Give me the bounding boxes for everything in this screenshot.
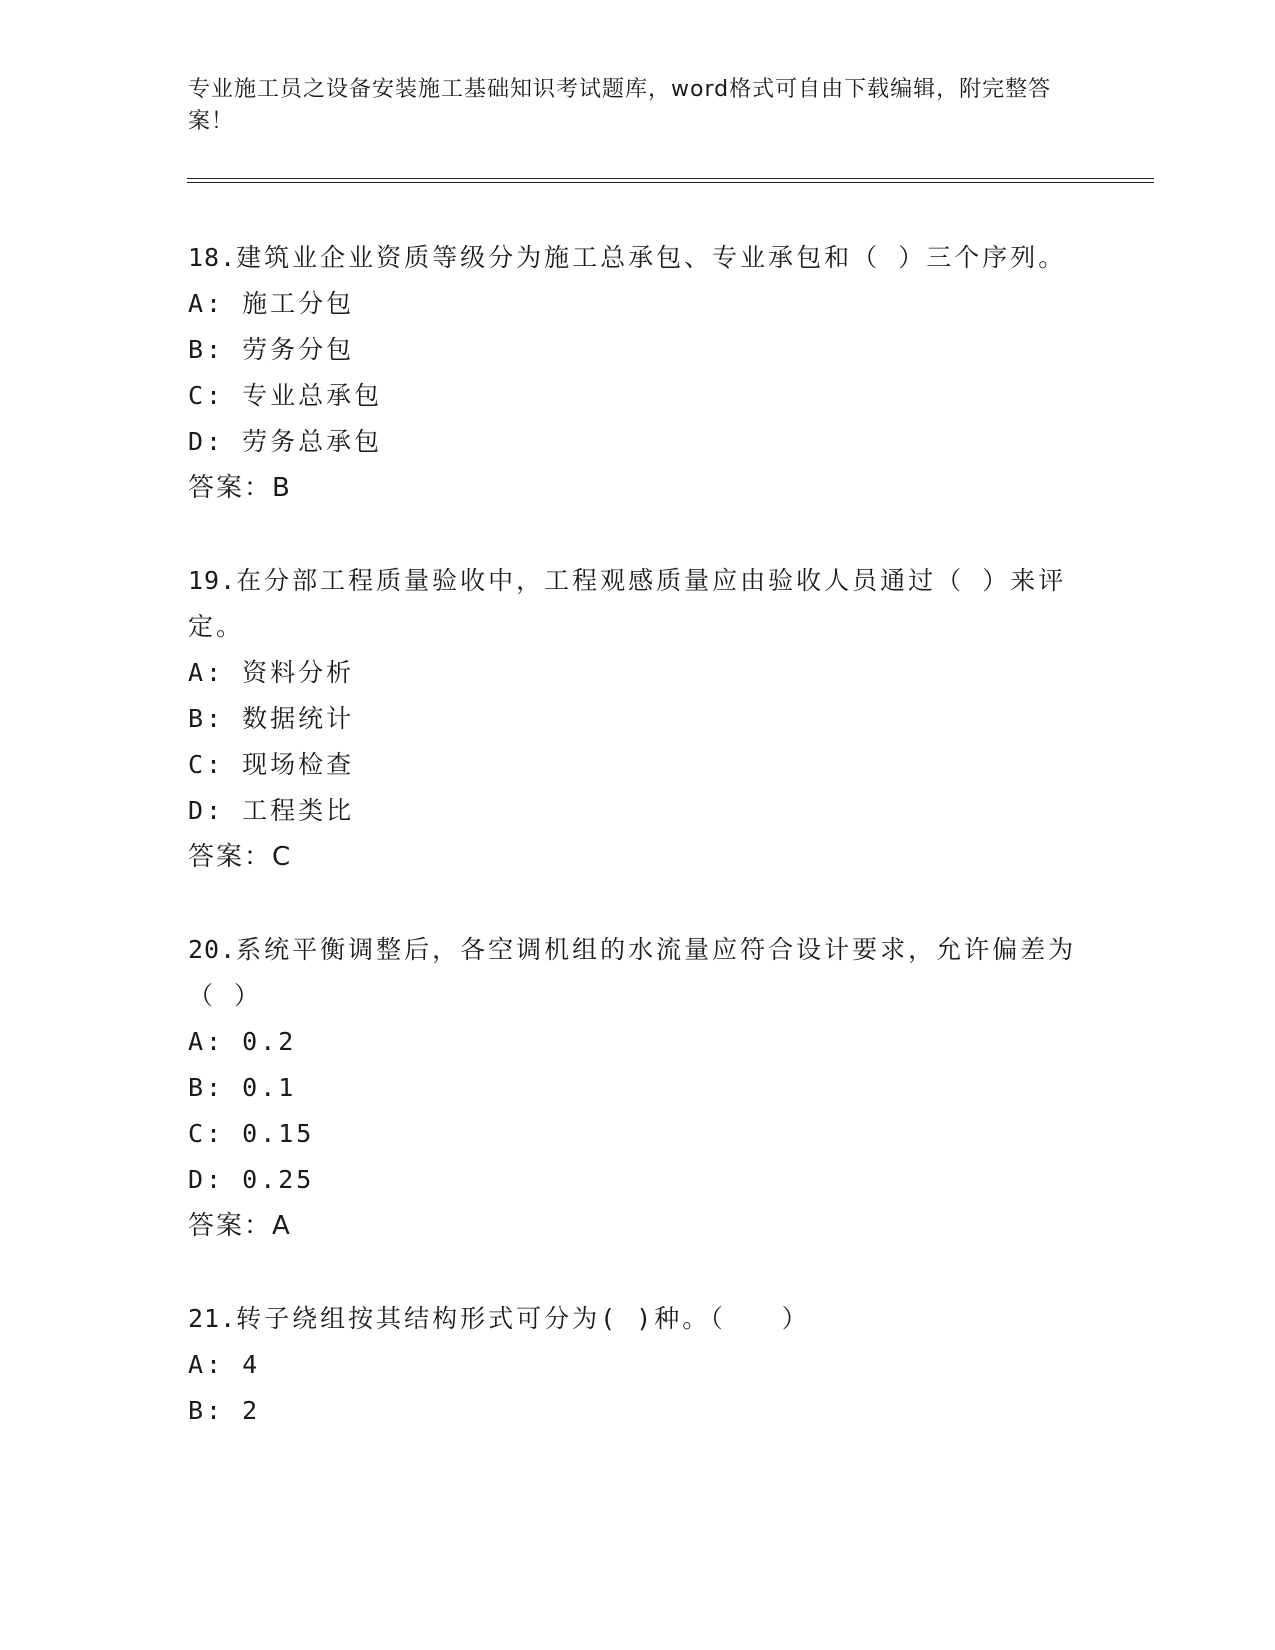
option-c: C: 专业总承包 [188, 381, 383, 410]
answer-line: 答案：B [188, 473, 292, 503]
header-divider-double [187, 182, 1154, 183]
option-b: B: 2 [188, 1396, 261, 1425]
question-number: 21. [188, 1304, 237, 1333]
question-stem [188, 927, 1088, 1019]
question-18 [188, 235, 1088, 511]
question-20 [188, 927, 1088, 1249]
question-21 [188, 1296, 1088, 1434]
option-d: D: 劳务总承包 [188, 427, 383, 456]
question-text: 在分部工程质量验收中，工程观感质量应由验收人员通过（ ）来评定。 [188, 566, 1067, 641]
document-header: 专业施工员之设备安装施工基础知识考试题库，word格式可自由下载编辑，附完整答案！ [188, 77, 1052, 134]
question-text: 建筑业企业资质等级分为施工总承包、专业承包和（ ）三个序列。 [236, 243, 1067, 272]
option-d: D: 0.25 [188, 1165, 315, 1194]
header-divider [187, 178, 1154, 179]
question-list [188, 235, 1088, 1481]
question-number: 20. [188, 935, 237, 964]
question-text: 系统平衡调整后，各空调机组的水流量应符合设计要求，允许偏差为（ ） [188, 935, 1077, 1010]
option-a: A: 资料分析 [188, 658, 355, 687]
option-b: B: 劳务分包 [188, 335, 355, 364]
answer-line: 答案：A [188, 1211, 292, 1241]
option-d: D: 工程类比 [188, 796, 355, 825]
option-c: C: 0.15 [188, 1119, 315, 1148]
question-stem [188, 558, 1088, 650]
answer-line: 答案：C [188, 842, 293, 872]
option-b: B: 0.1 [188, 1073, 297, 1102]
option-c: C: 现场检查 [188, 750, 355, 779]
question-stem [188, 1296, 1088, 1342]
question-stem [188, 235, 1088, 281]
option-a: A: 4 [188, 1350, 261, 1379]
option-a: A: 施工分包 [188, 289, 355, 318]
question-number: 19. [188, 566, 237, 595]
question-number: 18. [188, 243, 237, 272]
question-text: 转子绕组按其结构形式可分为( )种。（ ） [236, 1304, 810, 1333]
option-b: B: 数据统计 [188, 704, 355, 733]
option-a: A: 0.2 [188, 1027, 297, 1056]
question-19 [188, 558, 1088, 880]
